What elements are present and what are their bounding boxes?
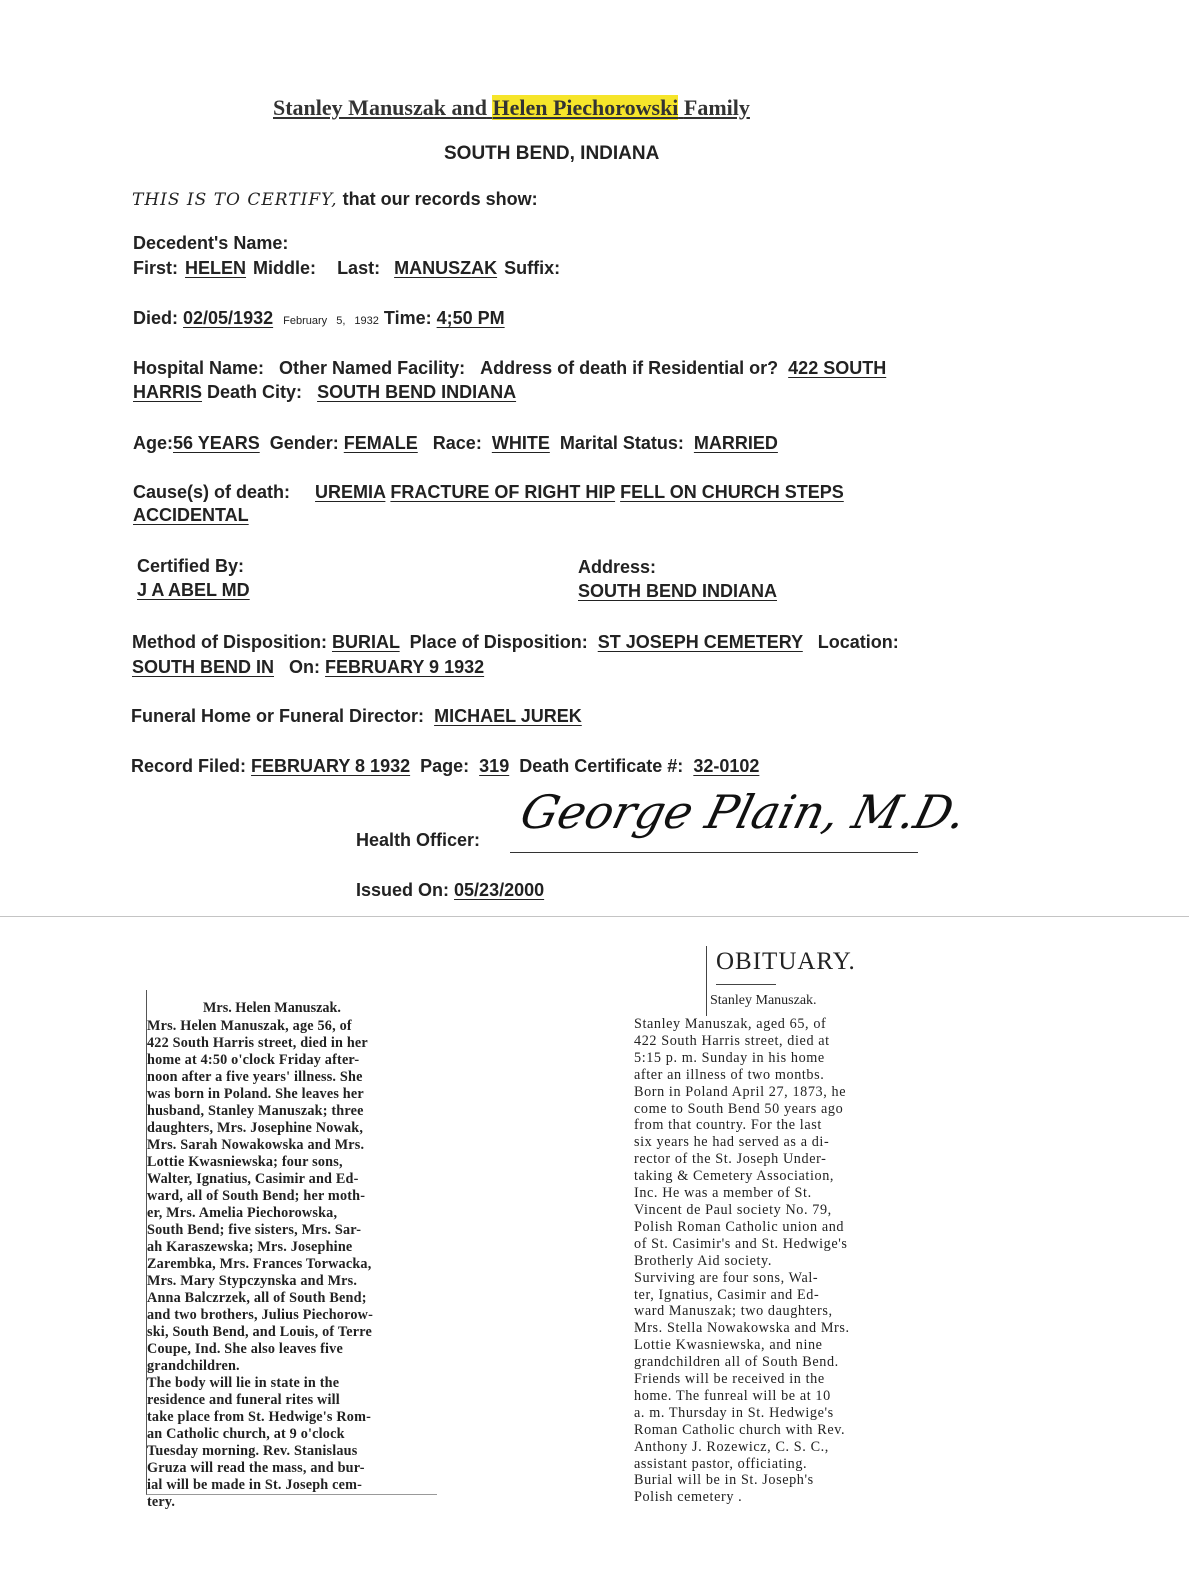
disposition-place-value: ST JOSEPH CEMETERY (597, 632, 803, 652)
city-label: Death City: (207, 382, 303, 402)
obituary-line: noon after a five years' illness. She (147, 1069, 363, 1085)
obituary-line: after an illness of two montbs. (634, 1066, 825, 1083)
place-row-2 (133, 382, 516, 403)
obituary-line: 422 South Harris street, died in her (147, 1035, 368, 1051)
scan-divider (0, 916, 1189, 917)
filed-value: FEBRUARY 8 1932 (251, 756, 411, 776)
decedent-name-row (133, 258, 560, 279)
cert-label: Death Certificate #: (519, 756, 684, 776)
obituary-line: an Catholic church, at 9 o'clock (147, 1426, 345, 1442)
obituary-line: Coupe, Ind. She also leaves five (147, 1341, 343, 1357)
obituary-line: home. The funreal will be at 10 (634, 1387, 831, 1404)
obituary-line: Mrs. Helen Manuszak, age 56, of (147, 1018, 352, 1034)
marital-value: MARRIED (693, 433, 778, 453)
cause-manner: ACCIDENTAL (133, 505, 249, 525)
certify-line (132, 189, 538, 210)
cause-item: UREMIA (315, 482, 386, 502)
city-value: SOUTH BEND INDIANA (317, 382, 517, 402)
cert-value: 32-0102 (693, 756, 760, 776)
obituary-line: er, Mrs. Amelia Piechorowska, (147, 1205, 338, 1221)
cause-item: FELL ON CHURCH STEPS (620, 482, 844, 502)
health-officer-label: Health Officer: (356, 830, 481, 850)
address-value-b: HARRIS (133, 382, 203, 402)
obituary-line: ial will be made in St. Joseph cem- (147, 1477, 363, 1493)
obituary-line: Inc. He was a member of St. (634, 1185, 812, 1202)
middle-label: Middle: (253, 258, 317, 278)
obituary-line: Mrs. Mary Stypczynska and Mrs. (147, 1273, 358, 1289)
obituary-line: The body will lie in state in the (147, 1375, 340, 1391)
title-part-2: Family (683, 95, 750, 120)
on-value: FEBRUARY 9 1932 (325, 657, 485, 677)
obituary-line: Vincent de Paul society No. 79, (634, 1201, 832, 1218)
obituary-line: home at 4:50 o'clock Friday after- (147, 1052, 360, 1068)
obituary-line: Burial will be in St. Joseph's (634, 1472, 814, 1489)
obituary-line: of St. Casimir's and St. Hedwige's (634, 1235, 848, 1252)
issued-label: Issued On: (356, 880, 450, 900)
method-label: Method of Disposition: (132, 632, 327, 652)
obituary-line: Walter, Ignatius, Casimir and Ed- (147, 1171, 359, 1187)
page-value: 319 (479, 756, 510, 776)
last-label: Last: (337, 258, 381, 278)
obituary-line: six years he had served as a di- (634, 1134, 830, 1151)
obituary-line: Lottie Kwasniewska; four sons, (147, 1154, 343, 1170)
cause-label: Cause(s) of death: (133, 482, 291, 502)
certifier-name: J A ABEL MD (137, 580, 250, 600)
gender-label: Gender: (269, 433, 339, 453)
obituary-line: tery. (147, 1494, 176, 1510)
last-value: MANUSZAK (394, 258, 498, 278)
first-label: First: (133, 258, 178, 278)
obituary-line: Brotherly Aid society. (634, 1252, 772, 1269)
issued-row (356, 880, 544, 901)
place-row-1 (133, 358, 886, 379)
obituary-line: Friends will be received in the (634, 1371, 825, 1388)
clipping-left-heading: Mrs. Helen Manuszak. (203, 1000, 341, 1016)
certify-rest: that our records show: (342, 189, 538, 209)
obituary-line: ter, Ignatius, Casimir and Ed- (634, 1286, 820, 1303)
died-label: Died: (133, 308, 178, 328)
obituary-line: ah Karaszewska; Mrs. Josephine (147, 1239, 353, 1255)
obituary-line: Tuesday morning. Rev. Stanislaus (147, 1443, 358, 1459)
disposition-row-2 (132, 657, 484, 678)
page-label: Page: (420, 756, 470, 776)
funeral-row (131, 706, 582, 727)
obituary-line: come to South Bend 50 years ago (634, 1100, 844, 1117)
obituary-clipping-right (630, 944, 930, 1524)
obituary-line: Stanley Manuszak, aged 65, of (634, 1016, 827, 1032)
obituary-line: Mrs. Sarah Nowakowska and Mrs. (147, 1137, 365, 1153)
obituary-line: rector of the St. Joseph Under- (634, 1151, 827, 1168)
marital-label: Marital Status: (559, 433, 684, 453)
obituary-line: 422 South Harris street, died at (634, 1032, 830, 1049)
obituary-line: ward, all of South Bend; her moth- (147, 1188, 366, 1204)
obituary-line: a. m. Thursday in St. Hedwige's (634, 1404, 834, 1421)
obituary-clipping-left (146, 990, 437, 1510)
location-heading: SOUTH BEND, INDIANA (444, 143, 660, 164)
first-value: HELEN (185, 258, 247, 278)
obituary-line: Lottie Kwasniewska, and nine (634, 1337, 823, 1354)
location-value: SOUTH BEND IN (132, 657, 275, 677)
obituary-line: grandchildren all of South Bend. (634, 1354, 839, 1371)
died-date-long: February 5, 1932 (283, 315, 379, 327)
obituary-line: was born in Poland. She leaves her (147, 1086, 364, 1102)
obituary-line: Born in Poland April 27, 1873, he (634, 1083, 847, 1100)
race-value: WHITE (491, 433, 550, 453)
obituary-line: Gruza will read the mass, and bur- (147, 1460, 365, 1476)
age-value: 56 YEARS (173, 433, 260, 453)
clipping-right-body (634, 1016, 850, 1506)
obituary-line: ski, South Bend, and Louis, of Terre (147, 1324, 372, 1340)
obituary-line: take place from St. Hedwige's Rom- (147, 1409, 372, 1425)
signature-line (510, 852, 918, 853)
obituary-line: Polish Roman Catholic union and (634, 1218, 845, 1235)
died-row (133, 308, 505, 329)
gender-value: FEMALE (343, 433, 418, 453)
obituary-line: ward Manuszak; two daughters, (634, 1303, 833, 1320)
disposition-place-label: Place of Disposition: (409, 632, 588, 652)
obituary-line: Anthony J. Rozewicz, C. S. C., (634, 1438, 829, 1455)
suffix-label: Suffix: (504, 258, 561, 278)
obituary-line: 5:15 p. m. Sunday in his home (634, 1049, 825, 1066)
address-label: Address of death if Residential or? (480, 358, 779, 378)
obituary-line: Anna Balczrzek, all of South Bend; (147, 1290, 367, 1306)
funeral-label: Funeral Home or Funeral Director: (131, 706, 425, 726)
certifier-address-label: Address: (578, 557, 657, 577)
obituary-line: South Bend; five sisters, Mrs. Sar- (147, 1222, 362, 1238)
demographics-row (133, 433, 778, 454)
obituary-line: daughters, Mrs. Josephine Nowak, (147, 1120, 364, 1136)
on-label: On: (289, 657, 321, 677)
race-label: Race: (432, 433, 482, 453)
obituary-line: Mrs. Stella Nowakowska and Mrs. (634, 1320, 850, 1337)
clipping-left-body (147, 1018, 373, 1511)
certifier-address: SOUTH BEND INDIANA (578, 581, 778, 601)
obituary-line: Polish cemetery . (634, 1489, 743, 1506)
method-value: BURIAL (331, 632, 400, 652)
disposition-row-1 (132, 632, 899, 653)
time-label: Time: (383, 308, 432, 328)
obituary-line: from that country. For the last (634, 1117, 822, 1134)
cause-item: FRACTURE OF RIGHT HIP (390, 482, 616, 502)
filed-label: Record Filed: (131, 756, 247, 776)
certified-by-label: Certified By: (137, 556, 245, 576)
hospital-label: Hospital Name: (133, 358, 265, 378)
funeral-value: MICHAEL JUREK (434, 706, 582, 726)
time-value: 4;50 PM (436, 308, 505, 328)
died-date: 02/05/1932 (183, 308, 274, 328)
location-label: Location: (817, 632, 899, 652)
facility-label: Other Named Facility: (279, 358, 466, 378)
age-label: Age: (133, 433, 173, 453)
title-part-1: Stanley Manuszak and (273, 95, 487, 120)
obituary-line: grandchildren. (147, 1358, 240, 1374)
record-row (131, 756, 759, 777)
banner-rule (716, 984, 776, 985)
clipping-right-border (706, 946, 707, 1016)
obituary-line: husband, Stanley Manuszak; three (147, 1103, 364, 1119)
cause-row (133, 482, 844, 503)
obituary-line: taking & Cemetery Association, (634, 1168, 835, 1185)
certify-script: THIS IS TO CERTIFY, (132, 190, 338, 210)
obituary-line: Zarembka, Mrs. Frances Torwacka, (147, 1256, 372, 1272)
obituary-line: Surviving are four sons, Wal- (634, 1269, 819, 1286)
decedent-heading: Decedent's Name: (133, 233, 289, 253)
obituary-line: residence and funeral rites will (147, 1392, 340, 1408)
issued-date: 05/23/2000 (454, 880, 545, 900)
health-officer-signature: George Plain, M.D. (515, 785, 972, 839)
document-title (273, 95, 750, 121)
obituary-line: Roman Catholic church with Rev. (634, 1421, 846, 1438)
clipping-right-heading: Stanley Manuszak. (710, 993, 817, 1008)
obituary-line: and two brothers, Julius Piechorow- (147, 1307, 373, 1323)
title-highlight: Helen Piechorowski (492, 95, 679, 120)
address-value-a: 422 SOUTH (788, 358, 887, 378)
obituary-banner: OBITUARY. (716, 948, 856, 975)
obituary-line: assistant pastor, officiating. (634, 1455, 808, 1472)
